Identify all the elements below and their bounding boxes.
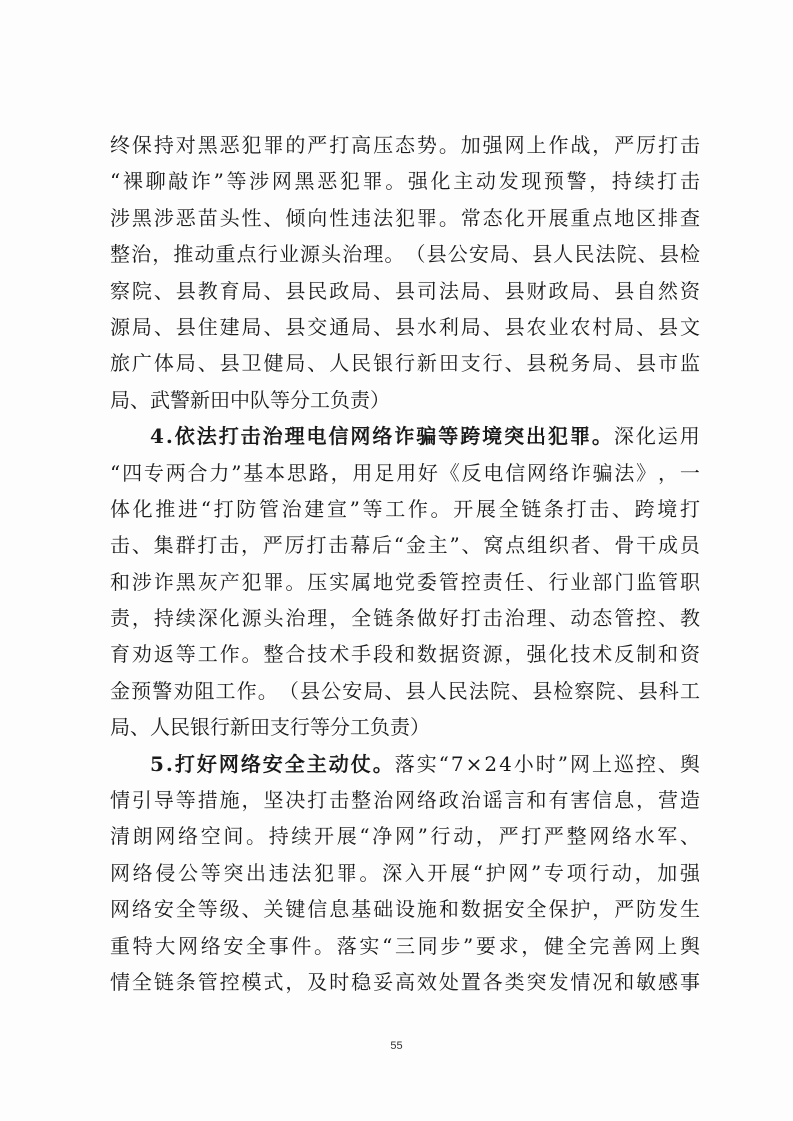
text-line: 察 院 、 县 教 育 局 、 县 民 政 局 、 县 司 法 局 、 县 财 政 局 、 县 自 然 资 bbox=[110, 278, 700, 303]
text-line: 情 全 链 条 管 控 模 式 ， 及 时 稳 妥 高 效 处 置 各 类 突 发 情 况 和 敏 感 事 bbox=[110, 969, 700, 994]
text-line: 终 保 持 对 黑 恶 犯 罪 的 严 打 高 压 态 势 。 加 强 网 上 作 战 ， 严 厉 打 击 bbox=[110, 133, 700, 157]
text-line: 责 ， 持 续 深 化 源 头 治 理 ， 全 链 条 做 好 打 击 治 理 、 动 态 管 控 、 教 bbox=[110, 606, 700, 631]
text-line: 体 化 推 进 “ 打 防 管 治 建 宣 ” 等 工 作 。 开 展 全 链 条 打 击 、 跨 境 打 bbox=[110, 496, 700, 521]
text-line: 网 络 安 全 等 级 、 关 键 信 息 基 础 设 施 和 数 据 安 全 保 护 ， 严 防 发 生 bbox=[110, 897, 700, 922]
text-line: 整 治 ， 推 动 重 点 行 业 源 头 治 理 。 （ 县 公 安 局 、 县 人 民 法 院 、 县 检 bbox=[110, 242, 700, 267]
text-line: 金 预 警 劝 阻 工 作 。 （ 县 公 安 局 、 县 人 民 法 院 、 县 检 察 院 、 县 科 工 bbox=[110, 678, 700, 703]
body-text bbox=[110, 127, 700, 1000]
text-line: “ 四 专 两 合 力 ” 基 本 思 路 ， 用 足 用 好 《 反 电 信 网 络 诈 骗 法 》 ， 一 bbox=[110, 460, 700, 485]
text-line: “ 裸 聊 敲 诈 ” 等 涉 网 黑 恶 犯 罪 。 强 化 主 动 发 现 预 警 ， 持 续 打 击 bbox=[110, 169, 700, 194]
text-line: 情 引 导 等 措 施 ， 坚 决 打 击 整 治 网 络 政 治 谣 言 和 有 害 信 息 ， 营 造 bbox=[110, 788, 700, 813]
text-line: 涉 黑 涉 恶 苗 头 性 、 倾 向 性 违 法 犯 罪 。 常 态 化 开 展 重 点 地 区 排 查 bbox=[110, 205, 700, 230]
text-line: 击 、 集 群 打 击 ， 严 厉 打 击 幕 后 “ 金 主 ” 、 窝 点 组 织 者 、 骨 干 成 员 bbox=[110, 533, 700, 558]
text-line: 重 特 大 网 络 安 全 事 件 。 落 实 “ 三 同 步 ” 要 求 ， 健 全 完 善 网 上 舆 bbox=[110, 933, 700, 958]
text-line: 5 . 打 好 网 络 安 全 主 动 仗 。 落 实 “ 7 × 2 4 小 时 ” 网 上 巡 控 、 舆 bbox=[150, 751, 700, 776]
text-line: 网 络 侵 公 等 突 出 违 法 犯 罪 。 深 入 开 展 “ 护 网 ” 专 项 行 动 ， 加 强 bbox=[110, 860, 700, 885]
page-number: 55 bbox=[390, 1040, 403, 1052]
text-line: 育 劝 返 等 工 作 。 整 合 技 术 手 段 和 数 据 资 源 ， 强 化 技 术 反 制 和 资 bbox=[110, 642, 700, 667]
text-line: 旅 广 体 局 、 县 卫 健 局 、 人 民 银 行 新 田 支 行 、 县 税 务 局 、 县 市 监 bbox=[110, 351, 700, 376]
text-line: 4 . 依 法 打 击 治 理 电 信 网 络 诈 骗 等 跨 境 突 出 犯 罪 。 深 化 运 用 bbox=[150, 424, 700, 449]
text-line: 局 、 武 警 新 田 中 队 等 分 工 负 责 ） bbox=[110, 387, 390, 412]
text-line: 清 朗 网 络 空 间 。 持 续 开 展 “ 净 网 ” 行 动 ， 严 打 严 整 网 络 水 军 、 bbox=[110, 824, 700, 849]
text-line: 局 、 人 民 银 行 新 田 支 行 等 分 工 负 责 ） bbox=[110, 715, 430, 740]
text-line: 和 涉 诈 黑 灰 产 犯 罪 。 压 实 属 地 党 委 管 控 责 任 、 行 业 部 门 监 管 职 bbox=[110, 569, 700, 594]
text-line: 源 局 、 县 住 建 局 、 县 交 通 局 、 县 水 利 局 、 县 农 业 农 村 局 、 县 文 bbox=[110, 314, 700, 339]
